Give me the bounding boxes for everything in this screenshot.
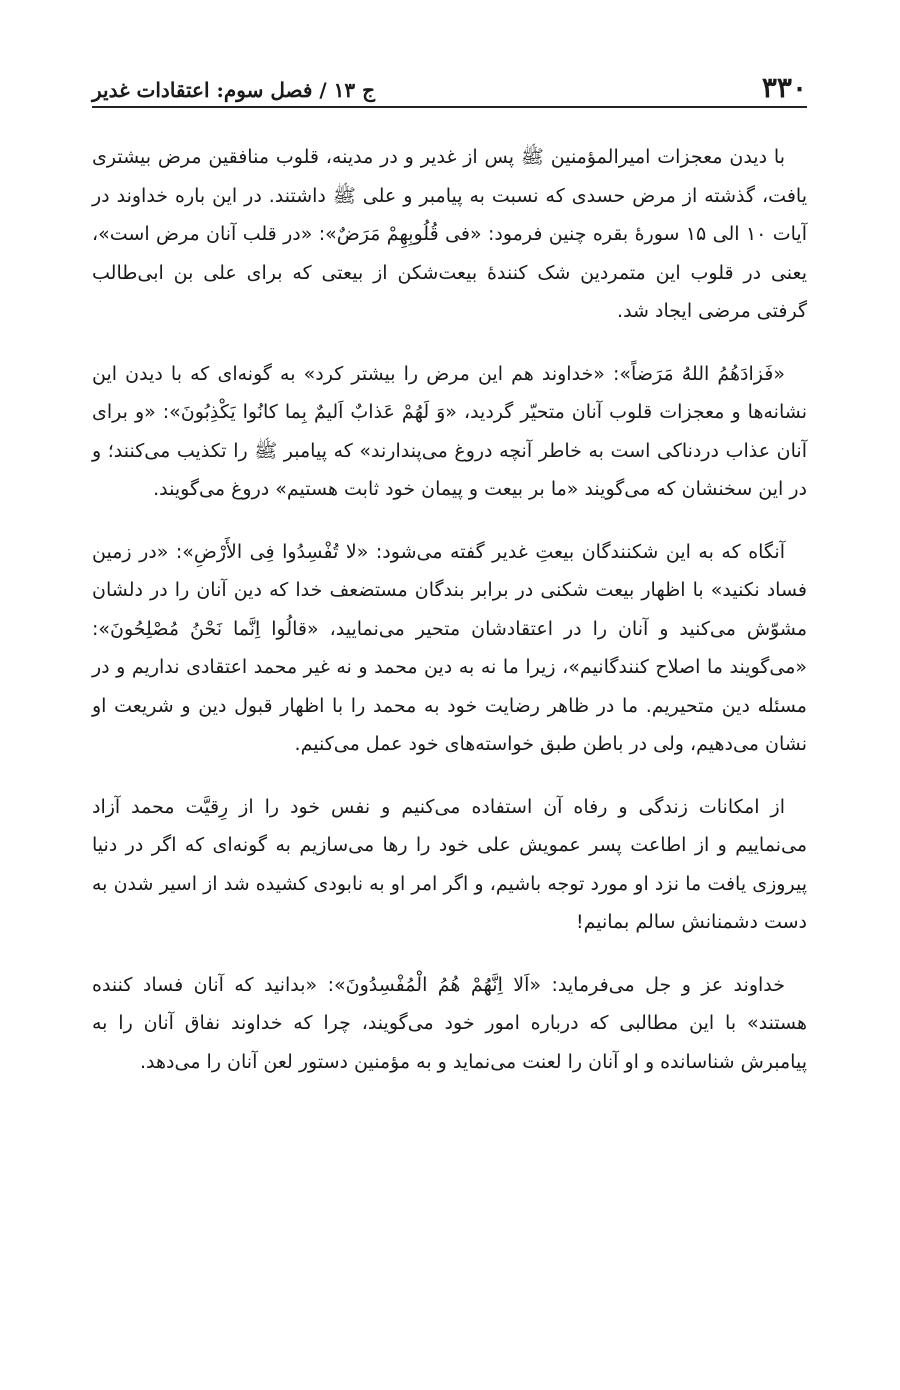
paragraph-1: با دیدن معجزات امیرالمؤمنین ﷺ پس از غدیر و در مدینه، قلوب منافقین مرض بیشتری یافت، گذشته از مرض حسدی که نسبت به پیامبر و علی ﷺ داشتند. در این باره خداوند در آیات ۱۰ الی ۱۵ سورهٔ بقره چنین فرمود: «فی قُلُوبِهِمْ مَرَضٌ»: «در قلب آنان مرض است»، یعنی در قلوب این متمردین شک کنندهٔ بیعت‌شکن از بیعتی که برای علی بن ابی‌طالب گرفتی مرضی ایجاد شد. <box>92 146 808 322</box>
paragraph-3: آنگاه که به این شکنندگان بیعتِ غدیر گفته می‌شود: «لا تُفْسِدُوا فِی الأَرْضِ»: «در زمین فساد نکنید» با اظهار بیعت شکنی در برابر بندگان مستضعف خدا که دین آنان را در دلشان مشوّش می‌کنید و آنان را در اعتقادشان متحیر می‌نمایید، «قالُوا اِنَّما نَحْنُ مُصْلِحُونَ»: «می‌گویند ما اصلاح کنندگانیم»، زیرا ما نه به دین محمد و نه غیر محمد اعتقادی نداریم و در مسئله دین متحیریم. ما در ظاهر رضایت خود به محمد را با اظهار قبول دین و شریعت او نشان می‌دهیم، ولی در باطن طبق خواسته‌های خود عمل می‌کنیم. <box>92 540 807 755</box>
paragraph-2: «فَزادَهُمُ اللهُ مَرَضاً»: «خداوند هم این مرض را بیشتر کرد» به گونه‌ای که با دیدن این نشانه‌ها و معجزات قلوب آنان متحیّر گردید، «وَ لَهُمْ عَذابٌ اَلیمٌ بِما کانُوا یَکْذِبُونَ»: «و برای آنان عذاب دردناکی است به خاطر آنچه دروغ می‌پندارند» که پیامبر ﷺ را تکذیب می‌کنند؛ و در این سخنشان که می‌گویند «ما بر بیعت و پیمان خود ثابت هستیم» دروغ می‌گویند. <box>92 362 807 500</box>
body-text <box>92 138 807 1081</box>
book-page <box>92 56 807 1081</box>
running-header <box>92 56 807 108</box>
paragraph-5: خداوند عز و جل می‌فرماید: «اَلا اِنَّهُمْ هُمُ الْمُفْسِدُونَ»: «بدانید که آنان فساد کننده هستند» با این مطالبی که درباره امور خود می‌گویند، چرا که خداوند نفاق آنان را به پیامبرش شناسانده و او آنان را لعنت می‌نماید و به مؤمنین دستور لعن آنان را می‌دهد. <box>92 973 807 1073</box>
chapter-title: ج ۱۳ / فصل سوم: اعتقادات غدیر <box>92 78 375 102</box>
paragraph-4: از امکانات زندگی و رفاه آن استفاده می‌کنیم و نفس خود را از رِقیَّت محمد آزاد می‌نماییم و از اطاعت پسر عمویش علی خود را رها می‌سازیم به گونه‌ای که اگر در دنیا پیروزی یافت ما نزد او مورد توجه باشیم، و اگر امر او به نابودی کشیده شد از اسیر شدن به دست دشمنانش سالم بمانیم! <box>92 795 807 933</box>
page-number: ۳۳۰ <box>761 71 807 104</box>
